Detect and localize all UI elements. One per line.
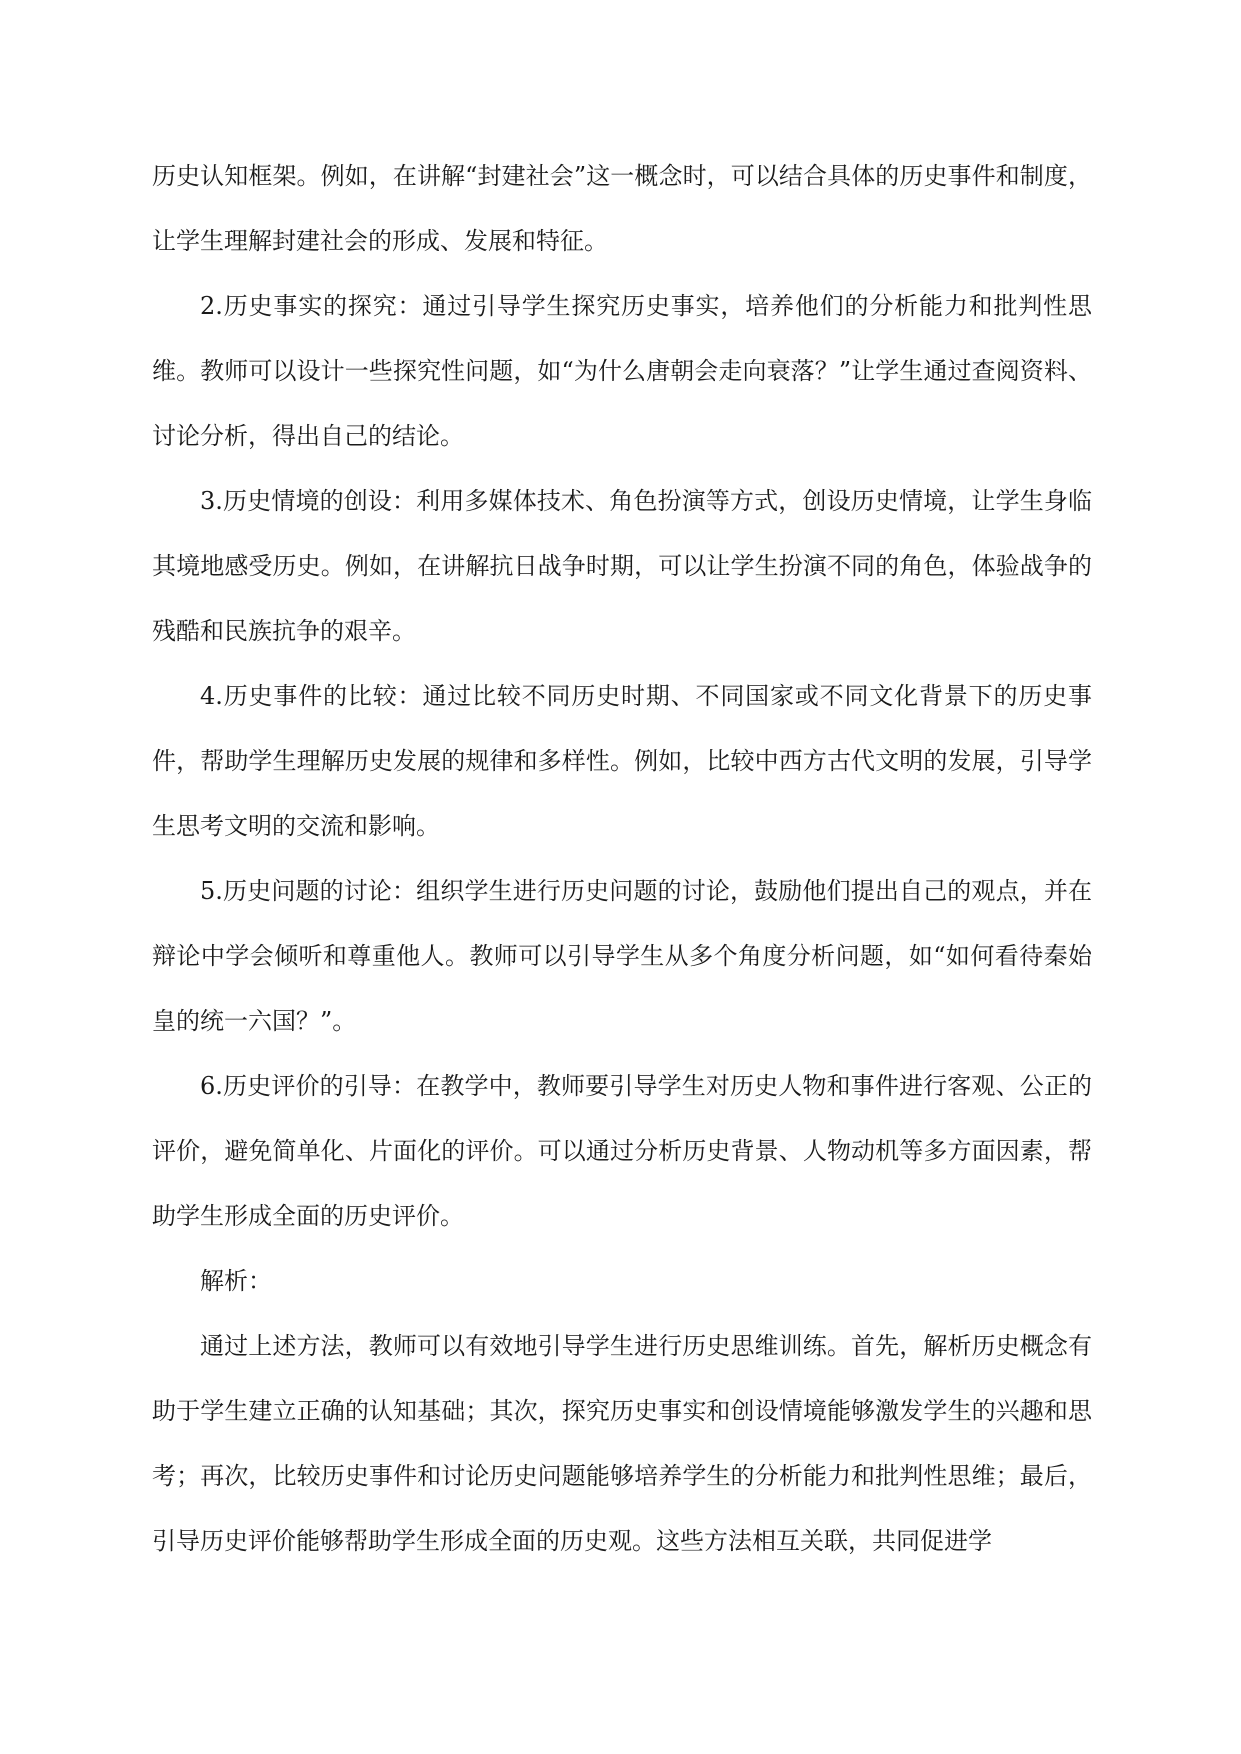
paragraph-item-3: 3.历史情境的创设：利用多媒体技术、角色扮演等方式，创设历史情境，让学生身临其境地感受历史。例如，在讲解抗日战争时期，可以让学生扮演不同的角色，体验战争的残酷和民族抗争的艰辛。: [152, 487, 1092, 645]
document-body: [152, 144, 1092, 1574]
paragraph-continuation: 历史认知框架。例如，在讲解“封建社会”这一概念时，可以结合具体的历史事件和制度，让学生理解封建社会的形成、发展和特征。: [152, 162, 1092, 255]
paragraph-item-2: 2.历史事实的探究：通过引导学生探究历史事实，培养他们的分析能力和批判性思维。教师可以设计一些探究性问题，如“为什么唐朝会走向衰落？”让学生通过查阅资料、讨论分析，得出自己的结论。: [152, 292, 1092, 450]
analysis-paragraph: 通过上述方法，教师可以有效地引导学生进行历史思维训练。首先，解析历史概念有助于学生建立正确的认知基础；其次，探究历史事实和创设情境能够激发学生的兴趣和思考；再次，比较历史事件和讨论历史问题能够培养学生的分析能力和批判性思维；最后，引导历史评价能够帮助学生形成全面的历史观。这些方法相互关联，共同促进学: [152, 1332, 1092, 1555]
paragraph-item-6: 6.历史评价的引导：在教学中，教师要引导学生对历史人物和事件进行客观、公正的评价，避免简单化、片面化的评价。可以通过分析历史背景、人物动机等多方面因素，帮助学生形成全面的历史评价。: [152, 1072, 1092, 1230]
paragraph-item-4: 4.历史事件的比较：通过比较不同历史时期、不同国家或不同文化背景下的历史事件，帮助学生理解历史发展的规律和多样性。例如，比较中西方古代文明的发展，引导学生思考文明的交流和影响。: [152, 682, 1092, 840]
analysis-heading: 解析：: [200, 1267, 272, 1295]
paragraph-item-5: 5.历史问题的讨论：组织学生进行历史问题的讨论，鼓励他们提出自己的观点，并在辩论中学会倾听和尊重他人。教师可以引导学生从多个角度分析问题，如“如何看待秦始皇的统一六国？”。: [152, 877, 1092, 1035]
